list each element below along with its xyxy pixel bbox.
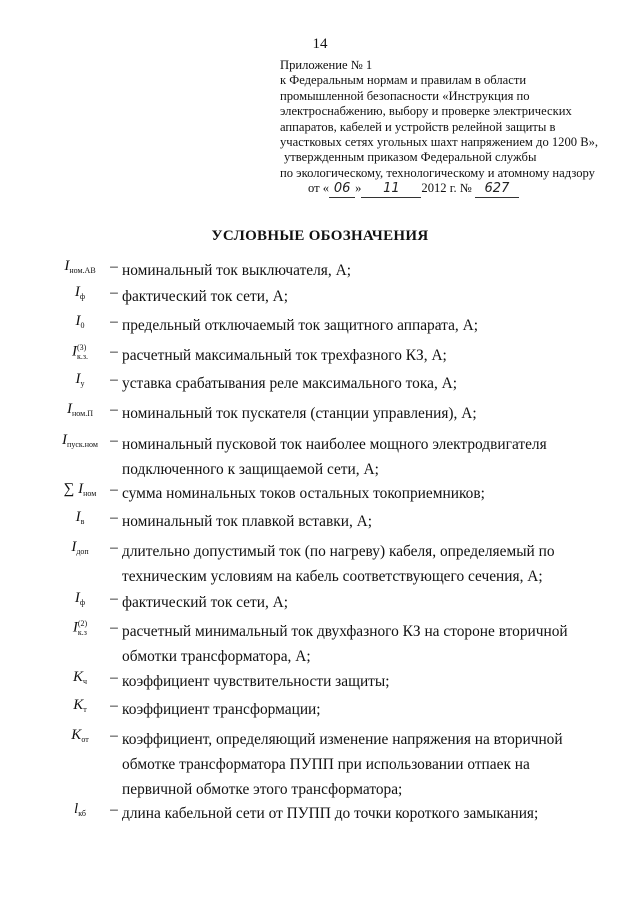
definition-text: фактический ток сети, А;	[122, 288, 289, 305]
definition-dash: –	[110, 284, 118, 301]
definition-text: расчетный максимальный ток трехфазного КЗ, А;	[122, 347, 447, 364]
order-date-line	[280, 181, 620, 197]
symbol-base: I	[64, 258, 70, 274]
symbol-subscript: 0	[80, 321, 85, 330]
definition-text: длина кабельной сети от ПУПП до точки короткого замыкания;	[122, 805, 539, 822]
appendix-line: аппаратов, кабелей и устройств релейной защиты в	[280, 119, 556, 134]
symbol-base: I	[71, 539, 77, 555]
symbol-script-stack	[78, 619, 87, 637]
symbol-base: K	[72, 669, 83, 685]
definition-symbol	[52, 539, 108, 556]
definition-dash: –	[110, 539, 118, 556]
definition-dash: –	[110, 590, 118, 607]
symbol-base: I	[74, 284, 80, 300]
symbol-base: I	[75, 371, 81, 387]
appendix-block	[280, 58, 620, 198]
symbol-subscript: кб	[78, 809, 86, 818]
definition-text: номинальный ток выключателя, А;	[122, 262, 351, 279]
symbol-subscript: ф	[79, 292, 86, 301]
symbol-base: l	[74, 801, 79, 817]
definition-symbol	[52, 481, 108, 498]
symbol-base: K	[73, 697, 84, 713]
symbol-subscript: ном	[83, 489, 97, 498]
symbol-subscript: ч	[82, 677, 88, 686]
symbol-base: I	[75, 313, 81, 329]
definition-dash: –	[110, 432, 118, 449]
symbol-base: I	[72, 619, 78, 636]
date-mid: »	[355, 181, 362, 196]
definition-text: расчетный минимальный ток двухфазного КЗ на стороне вторичной обмотки трансформатора, А;	[122, 623, 568, 665]
definition-dash: –	[110, 313, 118, 330]
handwritten-number: 627	[475, 181, 519, 197]
definition-text: длительно допустимый ток (по нагреву) кабеля, определяемый по техническим условиям на кабель соответствующего сечения, А;	[122, 543, 555, 585]
definition-dash: –	[110, 258, 118, 275]
symbol-base: ∑ I	[63, 481, 84, 497]
symbol-subscript: т	[83, 705, 87, 714]
page-number: 14	[312, 36, 328, 52]
appendix-line: электроснабжению, выбору и проверке электрических	[280, 104, 572, 119]
definition-symbol	[52, 619, 108, 637]
handwritten-month: 11	[361, 181, 421, 197]
definition-text: номинальный ток пускателя (станции управления), А;	[122, 405, 477, 422]
handwritten-day: 06	[329, 181, 355, 197]
date-prefix: от «	[308, 181, 330, 196]
definition-symbol	[52, 801, 108, 818]
symbol-base: K	[71, 727, 82, 743]
symbol-base: I	[71, 343, 77, 360]
definition-dash: –	[110, 509, 118, 526]
symbol-subscript: от	[81, 735, 89, 744]
symbol-subscript: ф	[79, 598, 86, 607]
definition-text: сумма номинальных токов остальных токоприемников;	[122, 485, 485, 502]
definition-symbol	[52, 284, 108, 301]
symbol-superscript: (3)	[76, 343, 87, 352]
symbol-subscript: пуск.ном	[67, 440, 98, 449]
definition-symbol	[52, 371, 108, 388]
definition-dash: –	[110, 669, 118, 686]
appendix-line: промышленной безопасности «Инструкция по	[280, 88, 530, 103]
definition-dash: –	[110, 727, 118, 744]
year-text: 2012 г. №	[421, 181, 472, 196]
symbol-subscript: к.з.	[76, 352, 89, 361]
section-title: УСЛОВНЫЕ ОБОЗНАЧЕНИЯ	[211, 228, 429, 244]
symbol-base: I	[74, 590, 80, 606]
definition-dash: –	[110, 401, 118, 418]
symbol-subscript: в	[80, 517, 85, 526]
symbol-subscript: у	[80, 379, 85, 388]
definition-symbol	[52, 343, 108, 361]
symbol-base: I	[67, 401, 73, 417]
definition-text: коэффициент, определяющий изменение напряжения на вторичной обмотке трансформатора ПУПП при использовании отпаек на первичной обмотке этого трансформатора;	[122, 731, 563, 798]
appendix-line: к Федеральным нормам и правилам в области	[280, 73, 527, 88]
definition-symbol	[52, 727, 108, 744]
definition-dash: –	[110, 343, 118, 360]
symbol-base: I	[75, 509, 81, 525]
appendix-line: Приложение № 1	[280, 58, 373, 72]
definition-text: номинальный ток плавкой вставки, А;	[122, 513, 373, 530]
definition-text: предельный отключаемый ток защитного аппарата, А;	[122, 317, 478, 334]
definition-text: коэффициент чувствительности защиты;	[122, 673, 390, 690]
definition-dash: –	[110, 619, 118, 636]
appendix-line: утвержденным приказом Федеральной службы	[284, 150, 537, 165]
definition-symbol	[52, 401, 108, 418]
appendix-line: участковых сетях угольных шахт напряжением до 1200 В»,	[280, 135, 599, 150]
definition-symbol	[52, 313, 108, 330]
definition-symbol	[52, 697, 108, 714]
symbol-subscript: доп	[76, 547, 89, 556]
definition-text: уставка срабатывания реле максимального тока, А;	[122, 375, 458, 392]
definition-text: фактический ток сети, А;	[122, 594, 289, 611]
symbol-subscript: ном.П	[72, 409, 93, 418]
definition-dash: –	[110, 801, 118, 818]
definition-symbol	[52, 669, 108, 686]
definition-symbol	[52, 258, 108, 275]
symbol-subscript: ном.АВ	[69, 266, 96, 275]
definition-symbol	[52, 509, 108, 526]
appendix-line: по экологическому, технологическому и атомному надзору	[280, 165, 595, 180]
definition-dash: –	[110, 481, 118, 498]
definition-symbol	[52, 432, 108, 449]
symbol-script-stack	[77, 343, 88, 361]
definition-text: номинальный пусковой ток наиболее мощного электродвигателя подключенного к защищаемой сети, А;	[122, 436, 547, 478]
definition-text: коэффициент трансформации;	[122, 701, 321, 718]
symbol-subscript: к.з	[77, 628, 87, 637]
definition-dash: –	[110, 697, 118, 714]
symbol-superscript: (2)	[77, 619, 88, 628]
symbol-base: I	[62, 432, 68, 448]
definition-symbol	[52, 590, 108, 607]
definition-dash: –	[110, 371, 118, 388]
